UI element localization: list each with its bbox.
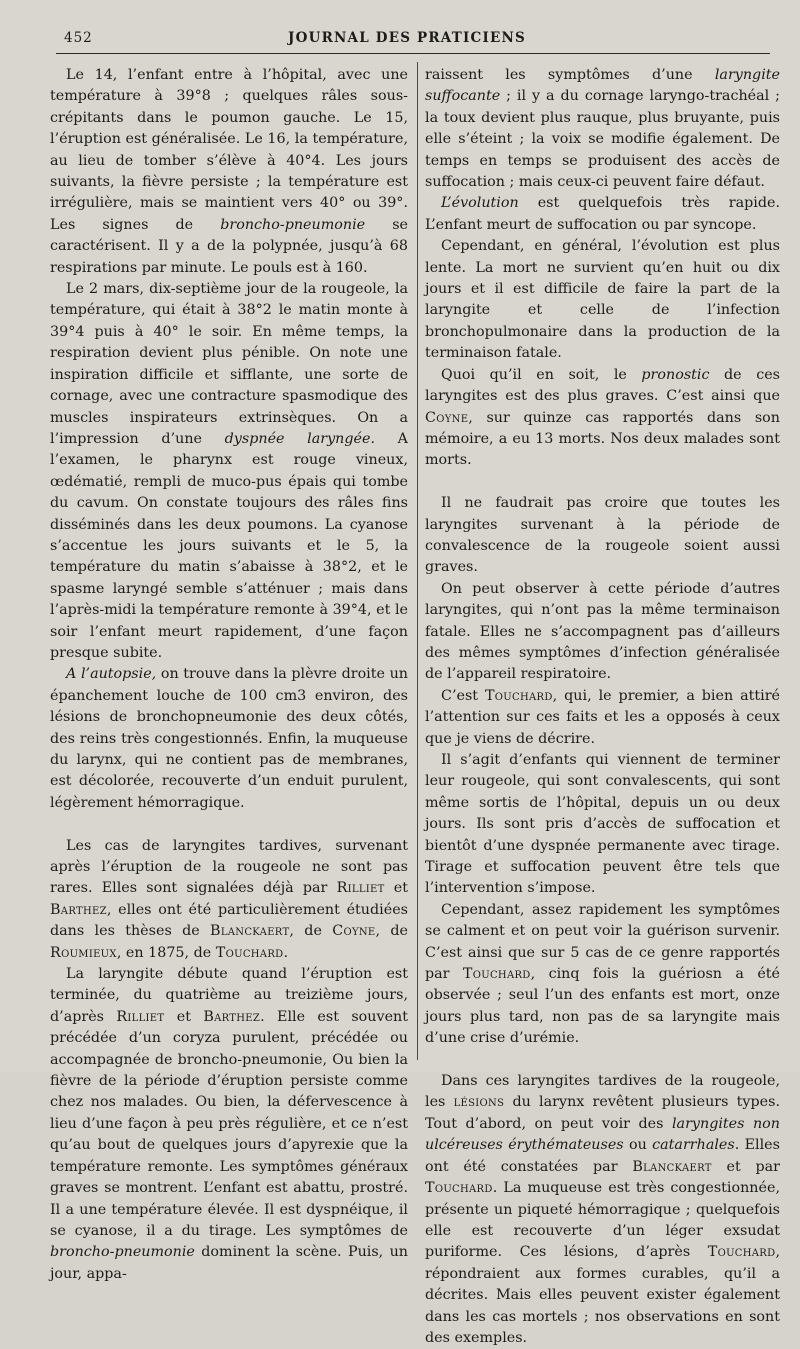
- journal-title: JOURNAL DES PRATICIENS: [288, 30, 526, 46]
- paragraph: C’est Touchard, qui, le premier, a bien attiré l’attention sur ces faits et les a opposés à ceux que je viens de décrire.: [425, 687, 780, 747]
- paragraph: Cependant, en général, l’évolution est plus lente. La mort ne survient qu’en huit ou dix jours et il est difficile de faire la part de la laryngite et celle de l’infection bronchopulmonaire dans la production de la terminaison fatale.: [425, 238, 780, 362]
- running-head: [42, 30, 772, 50]
- paragraph-gap: [50, 814, 408, 835]
- paragraph-autopsie: A l’autopsie, on trouve dans la plèvre droite un épanchement louche de 100 cm3 environ, des lésions de bronchopneumonie des deux côtés, des reins très congestionnés. Enfin, la muqueuse du larynx, qui ne contient pas de membranes, est décolorée, recouverte d’un enduit purulent, légèrement hémorragique.: [50, 666, 408, 811]
- paragraph: Le 2 mars, dix-septième jour de la rougeole, la température, qui était à 38°2 le matin monte à 39°4 puis à 40° le soir. En même temps, la respiration devient plus pénible. On note une inspiration difficile et sifflante, une sorte de cornage, avec une contracture spasmodique des muscles inspirateurs extrinsèques. On a l’impression d’une dyspnée laryngée. A l’examen, le pharynx est rouge vineux, œdématié, rempli de muco-pus épais qui tombe du cavum. On constate toujours des râles fins disséminés dans les deux poumons. La cyanose s’accentue les jours suivants et le 5, la température du matin s’abaisse à 38°2, et le spasme laryngé semble s’atténuer ; mais dans l’après-midi la température remonte à 39°4, et le soir l’enfant meurt rapidement, d’une façon presque subite.: [50, 281, 408, 661]
- page-number: 452: [64, 30, 93, 46]
- column-divider: [417, 62, 418, 1060]
- paragraph-gap: [425, 472, 780, 493]
- paragraph: Les cas de laryngites tardives, survenant après l’éruption de la rougeole ne sont pas rares. Elles sont signalées déjà par Rilliet et Barthez, elles ont été particulièrement étudiées dans les thèses de Blanckaert, de Coyne, de Roumieux, en 1875, de Touchard.: [50, 837, 408, 961]
- paragraph: L’évolution est quelquefois très rapide. L’enfant meurt de suffocation ou par syncope.: [425, 195, 780, 233]
- paragraph-gap: [425, 1050, 780, 1071]
- paragraph-continued: raissent les symptômes d’une laryngite suffocante ; il y a du cornage laryngo-trachéal ; la toux devient plus rauque, plus bruyante, puis elle s’éteint ; la voix se modifie également. De temps en temps se produisent des accès de suffocation ; mais ceux-ci peuvent faire défaut.: [425, 67, 780, 191]
- paragraph: Il s’agit d’enfants qui viennent de terminer leur rougeole, qui sont convalescents, qui sont même sortis de l’hôpital, depuis un ou deux jours. Ils sont pris d’accès de suffocation et bientôt d’une dyspnée permanente avec tirage. Tirage et suffocation peuvent être tels que l’intervention s’impose.: [425, 751, 780, 897]
- paragraph: Il ne faudrait pas croire que toutes les laryngites survenant à la période de convalescence de la rougeole soient aussi graves.: [425, 495, 780, 576]
- left-column: [50, 65, 408, 1285]
- header-rule: [56, 53, 770, 54]
- right-column: [425, 65, 780, 1349]
- paragraph: Le 14, l’enfant entre à l’hôpital, avec une température à 39°8 ; quelques râles sous-crépitants dans le poumon gauche. Le 15, l’éruption est généralisée. Le 16, la température, au lieu de tomber s’élève à 40°4. Les jours suivants, la fièvre persiste ; la température est irrégulière, mais se maintient vers 40° ou 39°. Les signes de broncho-pneumonie se caractérisent. Il y a de la polypnée, jusqu’à 68 respirations par minute. Le pouls est à 160.: [50, 67, 409, 276]
- paragraph: La laryngite débute quand l’éruption est terminée, du quatrième au treizième jours, d’après Rilliet et Barthez. Elle est souvent précédée d’un coryza purulent, précédée ou accompagnée de broncho-pneumonie, Ou bien la fièvre de la période d’éruption persiste comme chez nos malades. Ou bien, la défervescence à lieu d’une façon à peu près régulière, et ce n’est qu’au bout de quelques jours d’apyrexie que la température remonte. Les symptômes généraux graves se montrent. L’enfant est abattu, prostré. Il a une température élevée. Il est dyspnéique, il se cyanose, il a du tirage. Les symptômes de broncho-pneumonie dominent la scène. Puis, un jour, appa-: [50, 966, 408, 1282]
- paragraph: On peut observer à cette période d’autres laryngites, qui n’ont pas la même terminaison fatale. Elles ne s’accompagnent pas d’ailleurs des mêmes symptômes d’infection généralisée de l’appareil respiratoire.: [425, 580, 780, 683]
- paragraph: Quoi qu’il en soit, le pronostic de ces laryngites est des plus graves. C’est ainsi que Coyne, sur quinze cas rapportés dans son mémoire, a eu 13 morts. Nos deux malades sont morts.: [425, 366, 780, 469]
- paragraph: Cependant, assez rapidement les symptômes se calment et on peut voir la guérison survenir. C’est ainsi que sur 5 cas de ce genre rapportés par Touchard, cinq fois la guériosn a été observée ; seul l’un des enfants est mort, onze jours plus tard, non pas de sa laryngite mais d’une crise d’urémie.: [425, 901, 780, 1047]
- paragraph: Dans ces laryngites tardives de la rougeole, les lésions du larynx revêtent plusieurs types. Tout d’abord, on peut voir des laryngites non ulcéreuses érythémateuses ou catarrhales. Elles ont été constatées par Blanckaert et par Touchard. La muqueuse est très congestionnée, présente un piqueté hémorragique ; quelquefois elle est recouverte d’un léger exsudat puriforme. Ces lésions, d’après Touchard, répondraient aux formes curables, qu’il a décrites. Mais elles peuvent exister également dans les cas mortels ; nos observations en sont des exemples.: [425, 1073, 780, 1346]
